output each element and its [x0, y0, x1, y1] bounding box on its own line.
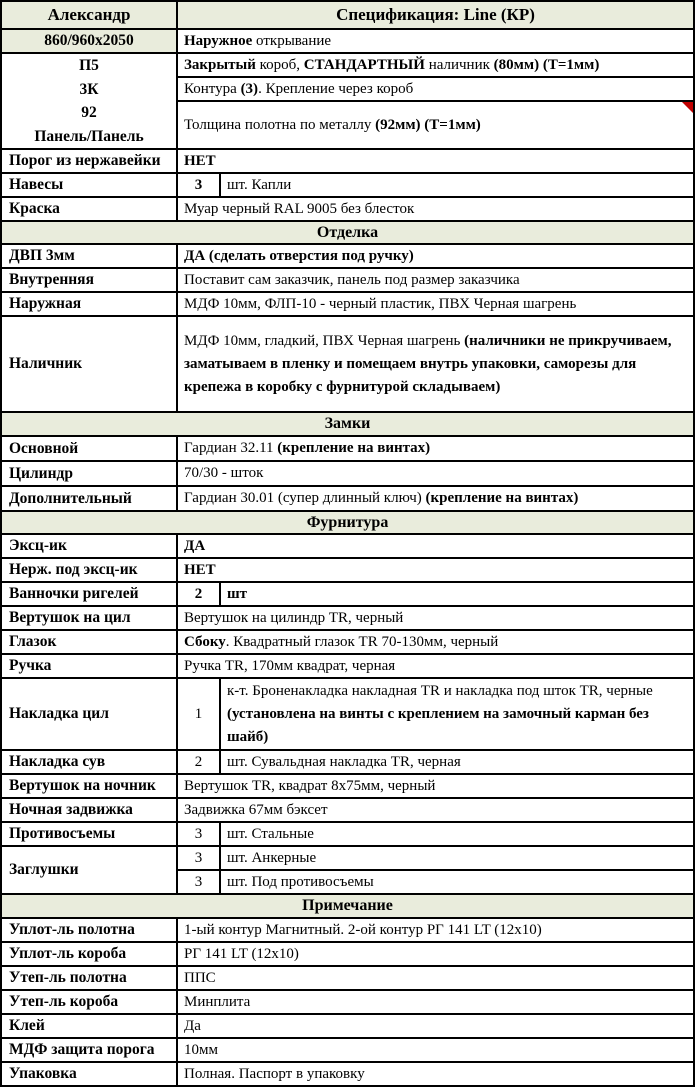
row-label: Вертушок на цил — [2, 607, 178, 629]
text-segment: СТАНДАРТНЫЙ — [303, 56, 429, 73]
table-row — [2, 1039, 693, 1063]
text-segment: Поставит сам заказчик, панель под размер заказчика — [184, 271, 520, 288]
table-row — [2, 245, 693, 269]
text-segment: Закрытый — [184, 56, 260, 73]
qty-cell: 2 — [178, 751, 221, 773]
detail-text — [184, 269, 520, 291]
detail-text — [184, 991, 250, 1013]
spec-title-cell: Спецификация: Line (КР) — [178, 2, 693, 28]
row-label: Навесы — [2, 174, 178, 196]
header-row — [2, 2, 693, 30]
row-label: Нерж. под эксц-ик — [2, 559, 178, 581]
table-row — [2, 967, 693, 991]
row-label: Ванночки ригелей — [2, 583, 178, 605]
row-label: Внутренняя — [2, 269, 178, 291]
detail-cell — [221, 679, 693, 749]
row-label: Ручка — [2, 655, 178, 677]
row-label: Вертушок на ночник — [2, 775, 178, 797]
detail-cell — [178, 78, 693, 100]
text-segment: к-т. Броненакладка накладная TR и накладка под шток TR, черные — [227, 682, 653, 699]
row-label: Клей — [2, 1015, 178, 1037]
detail-cell — [221, 871, 693, 893]
table-row — [2, 1015, 693, 1039]
detail-text — [184, 462, 263, 485]
detail-text — [184, 437, 430, 460]
table-row — [2, 607, 693, 631]
qty-cell: 3 — [178, 823, 221, 845]
detail-text — [184, 967, 216, 989]
table-row — [2, 198, 693, 222]
text-segment: шт. Капли — [227, 176, 292, 193]
text-segment: Гардиан 32.11 — [184, 440, 278, 456]
table-row — [2, 462, 693, 487]
detail-text — [184, 54, 599, 76]
detail-text — [184, 198, 414, 220]
detail-cell — [178, 1063, 693, 1085]
text-segment: шт. Сувальдная накладка TR, черная — [227, 753, 461, 770]
table-row — [2, 1063, 693, 1087]
detail-text — [184, 631, 498, 653]
detail-text — [184, 559, 216, 581]
detail-cell — [178, 269, 693, 291]
text-segment: ДА (сделать отверстия под ручку) — [184, 247, 414, 264]
row-label: Краска — [2, 198, 178, 220]
detail-cell — [178, 245, 693, 267]
text-segment: шт. Под противосъемы — [227, 873, 374, 890]
table-row — [2, 823, 693, 847]
detail-cell — [178, 54, 693, 76]
table-row — [178, 871, 693, 893]
section-row — [2, 222, 693, 245]
text-segment: РГ 141 LT (12x10) — [184, 945, 299, 962]
detail-text — [184, 30, 331, 52]
qty-cell: 2 — [178, 583, 221, 605]
label-line: 92 — [81, 104, 97, 121]
row-label: Ночная задвижка — [2, 799, 178, 821]
text-segment: Гардиан 30.01 (супер длинный ключ) — [184, 490, 426, 506]
qty-cell: 3 — [178, 847, 221, 869]
text-segment: Минплита — [184, 993, 251, 1010]
group-rows — [178, 54, 693, 148]
qty-cell: 1 — [178, 679, 221, 749]
text-segment: шт. Анкерные — [227, 849, 317, 866]
detail-text — [184, 919, 542, 941]
detail-text — [184, 655, 395, 677]
row-label: Накладка сув — [2, 751, 178, 773]
section-row — [2, 512, 693, 535]
detail-text — [184, 245, 414, 267]
detail-cell — [178, 317, 693, 411]
detail-cell — [178, 559, 693, 581]
row-label: Противосъемы — [2, 823, 178, 845]
text-segment: 10мм — [184, 1041, 218, 1058]
text-segment: Полная. Паспорт в упаковку — [184, 1065, 365, 1082]
text-segment: шт. Стальные — [227, 825, 314, 842]
table-row — [2, 631, 693, 655]
row-label: Накладка цил — [2, 679, 178, 749]
detail-cell — [178, 487, 693, 510]
text-segment: шт — [227, 585, 248, 602]
detail-text — [184, 799, 328, 821]
text-segment: (крепление на винтах) — [277, 440, 431, 456]
detail-cell — [178, 991, 693, 1013]
table-row — [2, 487, 693, 512]
group-row — [2, 54, 693, 150]
text-segment: Да — [184, 1017, 201, 1034]
detail-cell — [221, 823, 693, 845]
text-segment: НЕТ — [184, 152, 216, 169]
detail-cell — [178, 1039, 693, 1061]
detail-cell — [221, 751, 693, 773]
text-segment: МДФ 10мм, гладкий, ПВХ Черная шагрень — [184, 332, 465, 349]
text-segment: наличник — [428, 56, 494, 73]
table-row — [178, 78, 693, 102]
text-segment: короб, — [259, 56, 304, 73]
table-row — [2, 679, 693, 751]
row-label: 860/960x2050 — [2, 30, 178, 52]
detail-text — [184, 1015, 201, 1037]
row-label: Порог из нержавейки — [2, 150, 178, 172]
detail-text — [184, 607, 403, 629]
section-row — [2, 413, 693, 437]
detail-cell — [178, 775, 693, 797]
detail-text — [184, 330, 688, 399]
row-label — [2, 54, 178, 148]
text-segment: открывание — [256, 32, 332, 49]
text-segment: Вертушок TR, квадрат 8x75мм, черный — [184, 777, 436, 794]
text-segment: (наличники не прикручиваем, заматываем в пленку и помещаем внутрь упаковки, саморезы для крепежа в коробку с фурнитурой складываем) — [184, 332, 672, 395]
detail-text — [184, 150, 216, 172]
table-row — [2, 655, 693, 679]
table-row — [2, 799, 693, 823]
detail-text — [184, 1063, 365, 1085]
row-label: Утеп-ль полотна — [2, 967, 178, 989]
row-label: МДФ защита порога — [2, 1039, 178, 1061]
table-row — [2, 293, 693, 317]
text-segment: (92мм) (Т=1мм) — [375, 116, 481, 133]
text-segment: Сбоку — [184, 633, 226, 650]
table-row — [2, 751, 693, 775]
table-row — [2, 174, 693, 198]
table-row — [2, 150, 693, 174]
detail-cell — [178, 607, 693, 629]
comment-marker-icon — [682, 102, 693, 113]
row-label: Глазок — [2, 631, 178, 653]
detail-cell — [178, 967, 693, 989]
table-row — [2, 317, 693, 413]
row-label: Эксц-ик — [2, 535, 178, 557]
detail-cell — [178, 631, 693, 653]
text-segment: Контура — [184, 80, 241, 97]
section-title: Примечание — [2, 895, 693, 917]
text-segment: (установлена на винты с креплением на замочный карман без шайб) — [227, 705, 649, 745]
text-segment: (3) — [240, 80, 259, 97]
label-line: Панель/Панель — [34, 127, 144, 145]
detail-cell — [178, 535, 693, 557]
group-rows — [178, 847, 693, 893]
table-row — [178, 847, 693, 871]
detail-cell — [178, 198, 693, 220]
detail-cell — [178, 943, 693, 965]
detail-text — [227, 174, 291, 196]
row-label: Основной — [2, 437, 178, 460]
detail-cell — [221, 174, 693, 196]
detail-text — [227, 751, 461, 773]
detail-text — [184, 78, 413, 100]
text-segment: Муар черный RAL 9005 без блесток — [184, 200, 415, 217]
text-segment: (80мм) (Т=1мм) — [493, 56, 600, 73]
qty-cell: 3 — [178, 871, 221, 893]
detail-text — [184, 535, 205, 557]
text-segment: (крепление на винтах) — [425, 490, 579, 506]
table-row — [2, 559, 693, 583]
row-label: Наружная — [2, 293, 178, 315]
text-segment: 1-ый контур Магнитный. 2-ой контур РГ 141 LT (12x10) — [184, 921, 542, 938]
text-segment: ППС — [184, 969, 216, 986]
table-row — [2, 943, 693, 967]
table-row — [2, 437, 693, 462]
qty-cell: 3 — [178, 174, 221, 196]
detail-text — [184, 114, 481, 137]
section-row — [2, 895, 693, 919]
table-row — [2, 775, 693, 799]
section-title: Фурнитура — [2, 512, 693, 533]
text-segment: НЕТ — [184, 561, 216, 578]
detail-text — [227, 847, 316, 869]
detail-text — [227, 680, 688, 749]
detail-cell — [221, 847, 693, 869]
detail-text — [227, 823, 314, 845]
section-title: Отделка — [2, 222, 693, 243]
row-label: Наличник — [2, 317, 178, 411]
detail-cell — [178, 293, 693, 315]
detail-cell — [178, 919, 693, 941]
row-label: Заглушки — [2, 847, 178, 893]
text-segment: Задвижка 67мм бэксет — [184, 801, 328, 818]
table-row — [178, 54, 693, 78]
detail-text — [184, 943, 299, 965]
detail-text — [184, 293, 576, 315]
text-segment: МДФ 10мм, ФЛП-10 - черный пластик, ПВХ Черная шагрень — [184, 295, 577, 312]
table-row — [2, 269, 693, 293]
detail-cell — [178, 437, 693, 460]
row-label: Упаковка — [2, 1063, 178, 1085]
row-label: Утеп-ль короба — [2, 991, 178, 1013]
table-row — [2, 30, 693, 54]
text-segment: Наружное — [184, 32, 257, 49]
row-label: ДВП 3мм — [2, 245, 178, 267]
label-line: П5 — [79, 57, 99, 74]
text-segment: . Крепление через короб — [258, 80, 414, 97]
doc-owner-cell: Александр — [2, 2, 178, 28]
table-row — [2, 583, 693, 607]
detail-text — [184, 1039, 218, 1061]
detail-cell — [178, 150, 693, 172]
group-row — [2, 847, 693, 895]
detail-cell — [178, 30, 693, 52]
detail-cell — [178, 799, 693, 821]
row-label: Уплот-ль короба — [2, 943, 178, 965]
text-segment: ДА — [184, 537, 206, 554]
row-label: Уплот-ль полотна — [2, 919, 178, 941]
detail-cell — [178, 462, 693, 485]
text-segment: Вертушок на цилиндр TR, черный — [184, 609, 404, 626]
table-row — [2, 919, 693, 943]
row-label: Цилиндр — [2, 462, 178, 485]
detail-cell — [178, 1015, 693, 1037]
detail-cell — [178, 102, 693, 148]
row-label: Дополнительный — [2, 487, 178, 510]
table-row — [2, 535, 693, 559]
text-segment: 70/30 - шток — [184, 465, 264, 481]
text-segment: Толщина полотна по металлу — [184, 116, 376, 133]
section-title: Замки — [2, 413, 693, 435]
detail-cell — [178, 655, 693, 677]
detail-text — [227, 871, 374, 893]
table-row — [2, 991, 693, 1015]
detail-text — [184, 487, 578, 510]
table-row — [178, 102, 693, 148]
text-segment: . Квадратный глазок TR 70-130мм, черный — [225, 633, 499, 650]
label-line: 3К — [79, 80, 99, 98]
detail-text — [227, 583, 247, 605]
detail-text — [184, 775, 435, 797]
text-segment: Ручка TR, 170мм квадрат, черная — [184, 657, 396, 674]
detail-cell — [221, 583, 693, 605]
